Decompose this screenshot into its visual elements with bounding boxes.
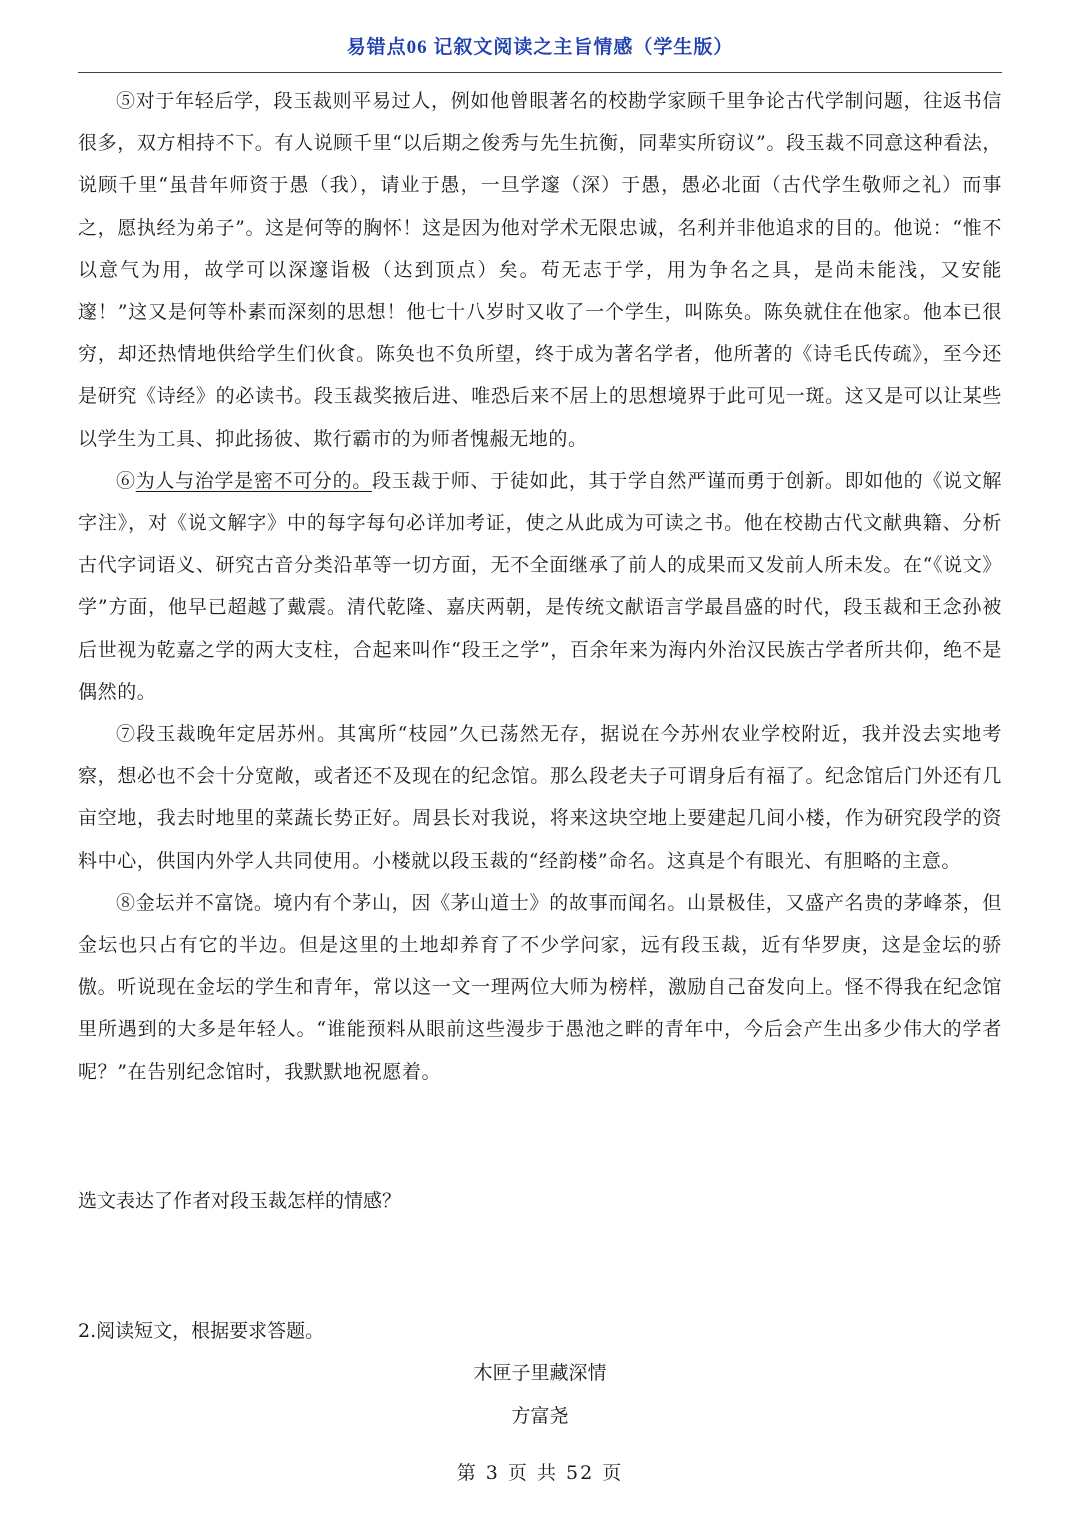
paragraph-6-underlined-sentence: 为人与治学是密不可分的。 — [135, 469, 372, 492]
paragraph-6 — [78, 460, 1002, 713]
story-author: 方富尧 — [511, 1405, 569, 1427]
paragraph-7: ⑦段玉裁晚年定居苏州。其寓所“枝园”久已荡然无存，据说在今苏州农业学校附近，我并没去实地考察，想必也不会十分宽敞，或者还不及现在的纪念馆。那么段老夫子可谓身后有福了。纪念馆后门外还有几亩空地，我去时地里的菜蔬长势正好。周县长对我说，将来这块空地上要建起几间小楼，作为研究段学的资料中心，供国内外学人共同使用。小楼就以段玉裁的“经韵楼”命名。这真是个有眼光、有胆略的主意。 — [78, 723, 1002, 872]
header-title: 易错点06 记叙文阅读之主旨情感（学生版） — [346, 37, 734, 58]
paragraph-8: ⑧金坛并不富饶。境内有个茅山，因《茅山道士》的故事而闻名。山景极佳，又盛产名贵的茅峰茶，但金坛也只占有它的半边。但是这里的土地却养育了不少学问家，远有段玉裁，近有华罗庚，这是金坛的骄傲。听说现在金坛的学生和青年，常以这一文一理两位大师为榜样，激励自己奋发向上。怪不得我在纪念馆里所遇到的大多是年轻人。“谁能预料从眼前这些漫步于愚池之畔的青年中，今后会产生出多少伟大的学者呢？”在告别纪念馆时，我默默地祝愿着。 — [78, 891, 1002, 1083]
story-title: 木匣子里藏深情 — [473, 1362, 607, 1384]
paragraph-5: ⑤对于年轻后学，段玉裁则平易过人，例如他曾眼著名的校勘学家顾千里争论古代学制问题，往返书信很多，双方相持不下。有人说顾千里“以后期之俊秀与先生抗衡，同辈实所窃议”。段玉裁不同意这种看法，说顾千里“虽昔年师资于愚（我），请业于愚，一旦学邃（深）于愚，愚必北面（古代学生敬师之礼）而事之，愿执经为弟子”。这是何等的胸怀！这是因为他对学术无限忠诚，名利并非他追求的目的。他说：“惟不以意气为用，故学可以深邃诣极（达到顶点）矣。苟无志于学，用为争名之具，是尚未能浅，又安能邃！”这又是何等朴素而深刻的思想！他七十八岁时又收了一个学生，叫陈奂。陈奂就住在他家。他本已很穷，却还热情地供给学生们伙食。陈奂也不负所望，终于成为著名学者，他所著的《诗毛氏传疏》，至今还是研究《诗经》的必读书。段玉裁奖掖后进、唯恐后来不居上的思想境界于此可见一斑。这又是可以让某些以学生为工具、抑此扬彼、欺行霸市的为师者愧赧无地的。 — [78, 90, 1002, 450]
paragraph-6-text: 段玉裁于师、于徒如此，其于学自然严谨而勇于创新。即如他的《说文解字注》，对《说文解字》中的每字每句必详加考证，使之从此成为可读之书。他在校勘古代文献典籍、分析古代字词语义、研究古音分类沿革等一切方面，无不全面继承了前人的成果而又发前人所未发。在“《说文》学”方面，他早已超越了戴震。清代乾隆、嘉庆两朝，是传统文献语言学最昌盛的时代，段玉裁和王念孙被后世视为乾嘉之学的两大支柱，合起来叫作“段王之学”，百余年来为海内外治汉民族古学者所共仰，绝不是偶然的。 — [78, 469, 1003, 703]
paragraph-6-marker: ⑥ — [116, 469, 136, 492]
question-text: 选文表达了作者对段玉裁怎样的情感？ — [78, 1190, 402, 1212]
page-number: 第 3 页 共 52 页 — [456, 1462, 624, 1484]
task-instruction: 2.阅读短文，根据要求答题。 — [78, 1320, 325, 1342]
article-body — [78, 80, 1002, 1093]
header-divider — [78, 72, 1002, 73]
